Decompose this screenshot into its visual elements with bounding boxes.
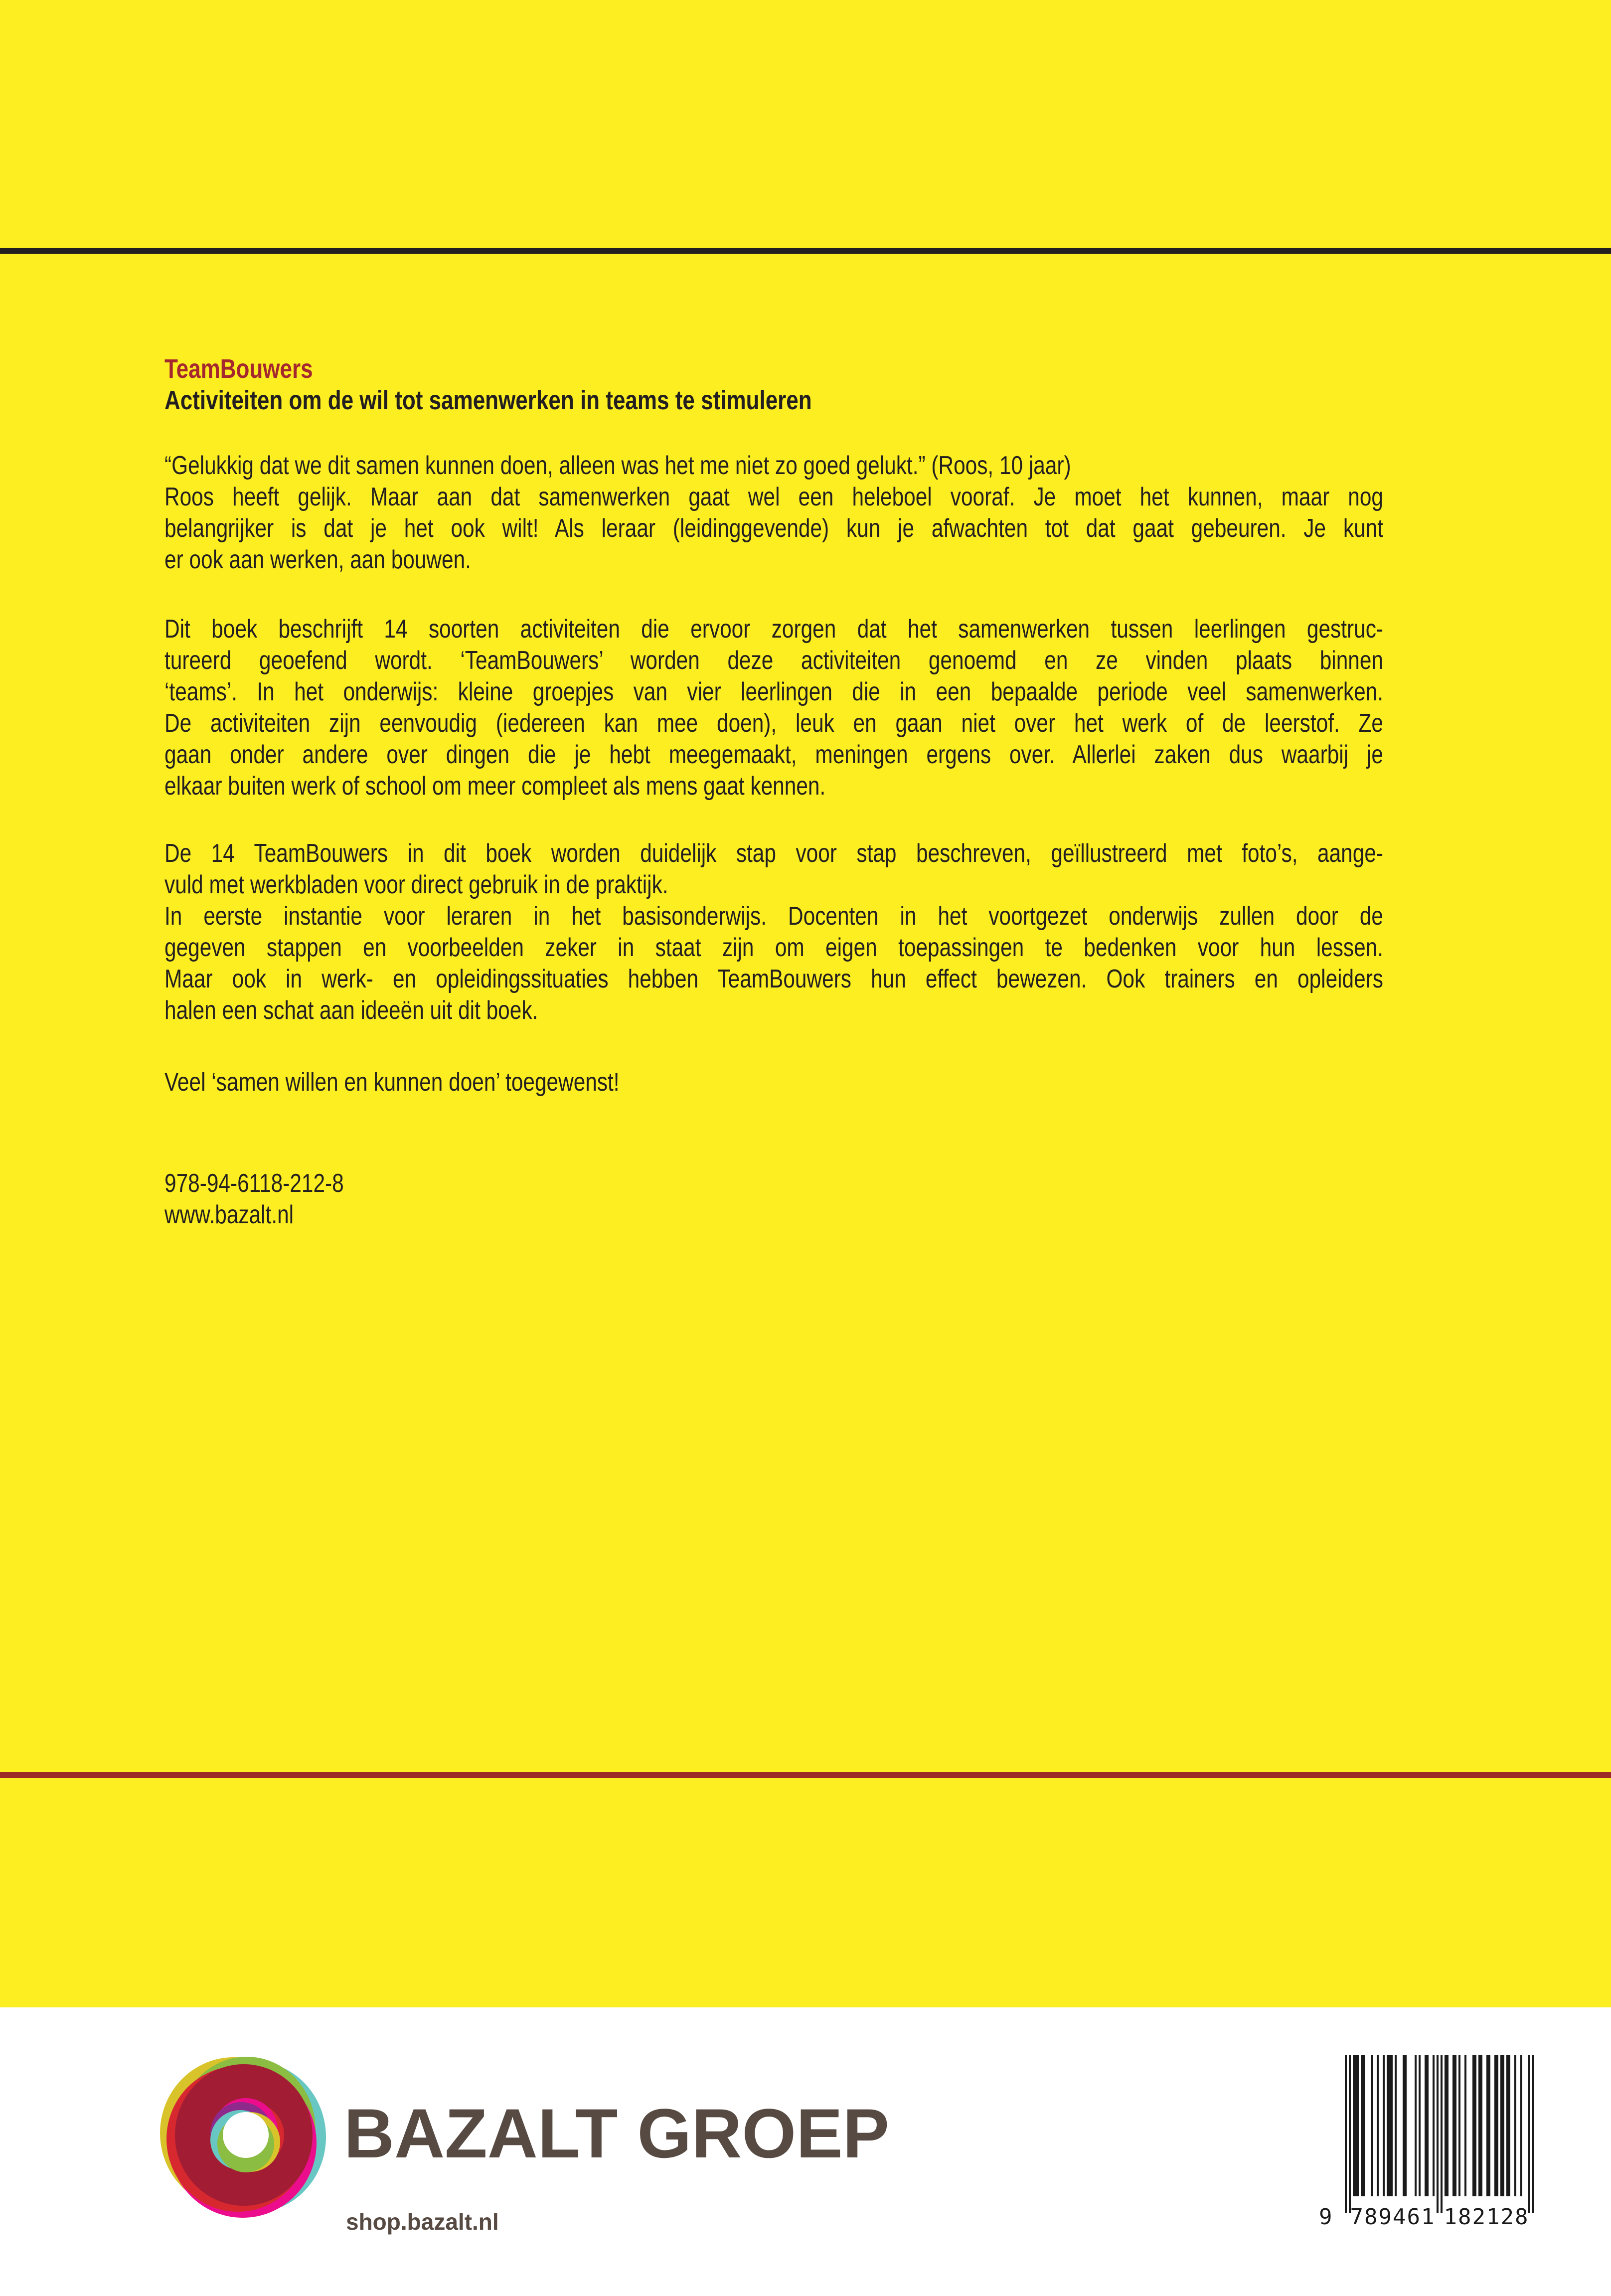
barcode-bar xyxy=(1458,2055,1460,2196)
barcode-bar xyxy=(1441,2055,1443,2213)
text-line: belangrijker is dat je het ook wilt! Als leraar (leidinggevende) kun je afwachten tot dat gaat gebeuren. Je kunt xyxy=(164,514,1383,543)
text-line: In eerste instantie voor leraren in het basisonderwijs. Docenten in het voortgezet onderwijs zullen door de xyxy=(164,902,1383,931)
barcode-bar xyxy=(1464,2055,1466,2196)
text-line: “Gelukkig dat we dit samen kunnen doen, alleen was het me niet zo goed gelukt.” (Roos, 10 jaar) xyxy=(164,451,1071,480)
text-line: Roos heeft gelijk. Maar aan dat samenwerken gaat wel een heleboel vooraf. Je moet het kunnen, maar nog xyxy=(164,483,1383,511)
barcode-bar xyxy=(1514,2055,1516,2196)
bazalt-groep-logo-icon xyxy=(160,2055,326,2219)
barcode-bar xyxy=(1395,2055,1397,2196)
barcode-bar xyxy=(1532,2055,1534,2213)
barcode-bar xyxy=(1345,2055,1347,2213)
shop-url: shop.bazalt.nl xyxy=(346,2209,499,2235)
barcode-bar xyxy=(1371,2055,1373,2196)
ean13-barcode xyxy=(1319,2055,1534,2230)
text-line: De 14 TeamBouwers in dit boek worden duidelijk stap voor stap beschreven, geïllustreerd met foto’s, aange- xyxy=(164,839,1383,868)
barcode-bar xyxy=(1496,2055,1498,2196)
barcode-bar xyxy=(1508,2055,1510,2196)
barcode-bar xyxy=(1520,2055,1522,2196)
text-line: vuld met werkbladen voor direct gebruik in de praktijk. xyxy=(164,870,668,899)
barcode-digits-right: 182128 xyxy=(1444,2204,1529,2230)
barcode-bar xyxy=(1447,2055,1449,2196)
barcode-bar xyxy=(1437,2055,1439,2213)
barcode-bar xyxy=(1419,2055,1421,2196)
pupil-quote xyxy=(164,450,1383,482)
text-line: Dit boek beschrijft 14 soorten activiteiten die ervoor zorgen dat het samenwerken tussen leerlingen gestruc- xyxy=(164,615,1383,644)
closing-wish: Veel ‘samen willen en kunnen doen’ toegewenst! xyxy=(164,1068,620,1097)
book-title: TeamBouwers xyxy=(164,354,313,384)
text-line: gaan onder andere over dingen die je hebt meegemaakt, meningen ergens over. Allerlei zaken dus waarbij je xyxy=(164,740,1383,769)
publisher-brand-name: BAZALT GROEP xyxy=(344,2094,890,2172)
back-cover-text-column xyxy=(164,0,1383,1745)
text-line: er ook aan werken, aan bouwen. xyxy=(164,545,471,574)
bottom-divider-rule xyxy=(0,1772,1611,1778)
barcode-bar xyxy=(1454,2055,1456,2196)
paragraph-contents xyxy=(164,838,1383,901)
barcode-bar xyxy=(1427,2055,1429,2196)
barcode-bar xyxy=(1383,2055,1385,2196)
barcode-bar xyxy=(1363,2055,1365,2196)
barcode-digits-left: 789461 xyxy=(1350,2204,1436,2230)
text-line: De activiteiten zijn eenvoudig (iedereen kan mee doen), leuk en gaan niet over het werk of de leerstof. Ze xyxy=(164,709,1383,738)
barcode-bar xyxy=(1488,2055,1490,2196)
paragraph-book-description xyxy=(164,614,1383,802)
book-subtitle: Activiteiten om de wil tot samenwerken in teams te stimuleren xyxy=(164,385,812,415)
barcode-bar xyxy=(1391,2055,1393,2196)
text-line: halen een schat aan ideeën uit dit boek. xyxy=(164,996,538,1025)
barcode-bar xyxy=(1357,2055,1359,2196)
barcode-bar xyxy=(1528,2055,1530,2213)
text-line: Maar ook in werk- en opleidingssituaties hebben TeamBouwers hun effect bewezen. Ook trainers en opleiders xyxy=(164,965,1383,993)
text-line: gegeven stappen en voorbeelden zeker in staat zijn om eigen toepassingen te bedenken voor hun lessen. xyxy=(164,933,1383,962)
barcode-bar xyxy=(1480,2055,1482,2196)
barcode-bar xyxy=(1474,2055,1476,2196)
text-line: elkaar buiten werk of school om meer compleet als mens gaat kennen. xyxy=(164,772,826,801)
barcode-bar xyxy=(1415,2055,1417,2196)
text-line: ‘teams’. In het onderwijs: kleine groepjes van vier leerlingen die in een bepaalde periode veel samenwerken. xyxy=(164,677,1383,706)
barcode-bar xyxy=(1377,2055,1379,2196)
barcode-bar xyxy=(1502,2055,1504,2196)
isbn-number: 978-94-6118-212-8 xyxy=(164,1169,344,1198)
paragraph-intro xyxy=(164,482,1383,576)
paragraph-audience xyxy=(164,901,1383,1026)
barcode-digit-first: 9 xyxy=(1319,2204,1332,2230)
barcode-bar xyxy=(1405,2055,1407,2196)
barcode-bar xyxy=(1349,2055,1351,2213)
publisher-website: www.bazalt.nl xyxy=(164,1200,294,1229)
text-line: tureerd geoefend wordt. ‘TeamBouwers’ worden deze activiteiten genoemd en ze vinden plaats binnen xyxy=(164,646,1383,675)
barcode-bar xyxy=(1433,2055,1435,2196)
